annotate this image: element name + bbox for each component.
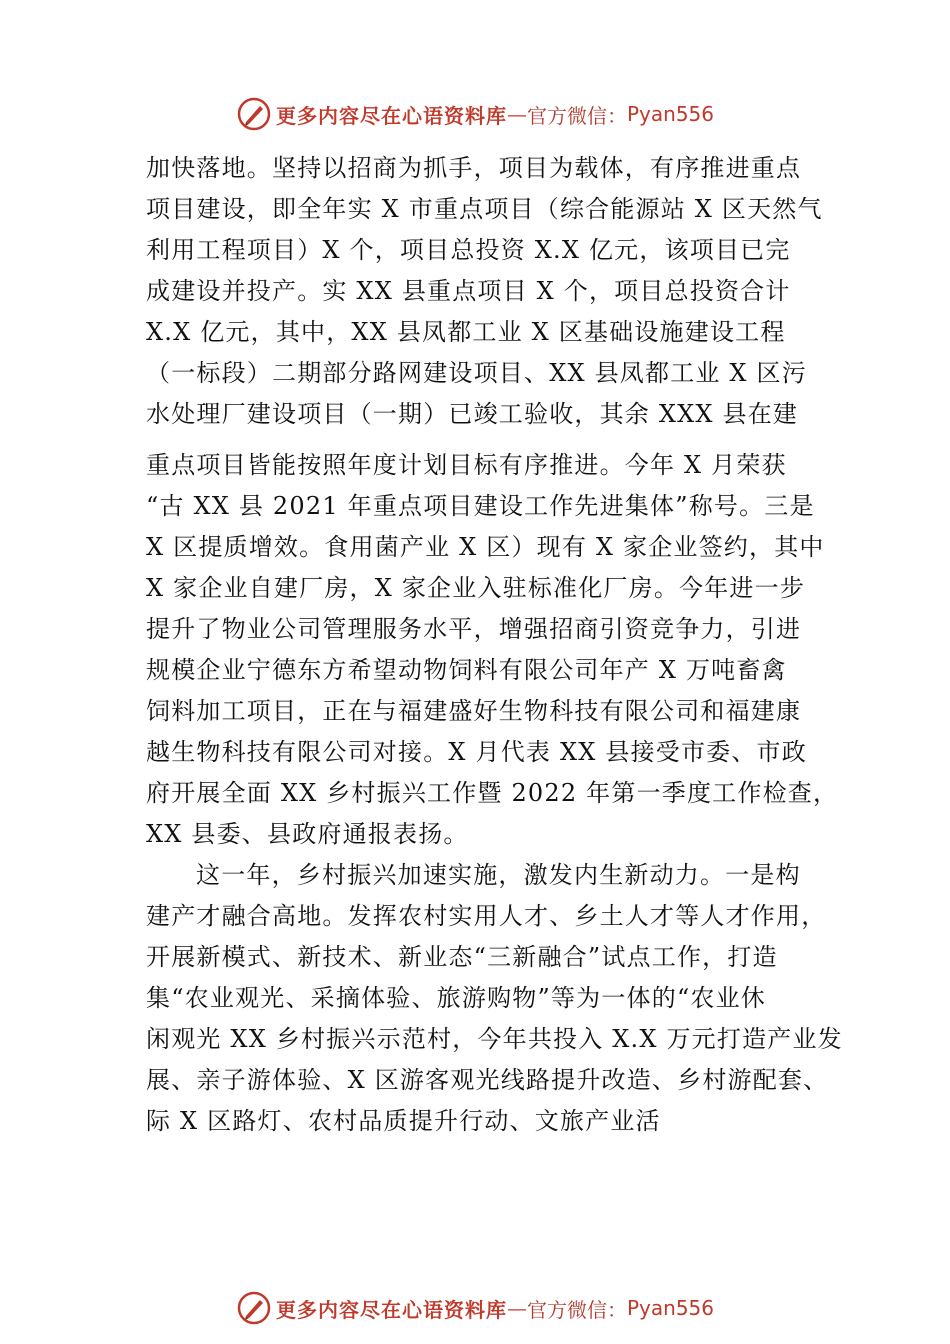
body-line: 越生物科技有限公司对接。X 月代表 XX 县接受市委、市政: [146, 738, 807, 766]
banner-handle: Pyan556: [626, 1296, 714, 1320]
banner-title: 更多内容尽在心语资料库: [275, 1297, 507, 1322]
body-line: 利用工程项目）X 个，项目总投资 X.X 亿元，该项目已完: [146, 236, 791, 264]
body-line: 规模企业宁德东方希望动物饲料有限公司年产 X 万吨畜禽: [146, 656, 787, 684]
pen-logo-icon: [236, 1290, 272, 1326]
body-line: 成建设并投产。实 XX 县重点项目 X 个，项目总投资合计: [146, 277, 791, 305]
banner-label: 官方微信：: [526, 1297, 627, 1322]
body-line: 闲观光 XX 乡村振兴示范村，今年共投入 X.X 万元打造产业发: [146, 1025, 843, 1053]
body-line: 加快落地。坚持以招商为抓手，项目为载体，有序推进重点: [146, 154, 802, 182]
banner-handle: Pyan556: [626, 102, 714, 126]
body-line: 开展新模式、新技术、新业态“三新融合”试点工作，打造: [146, 943, 778, 971]
banner-separator: —: [506, 102, 527, 126]
paragraph-start-line: 这一年，乡村振兴加速实施，激发内生新动力。一是构: [196, 861, 801, 889]
body-line: 集“农业观光、采摘体验、旅游购物”等为一体的“农业休: [146, 984, 767, 1012]
banner-separator: —: [506, 1296, 527, 1320]
body-line: X.X 亿元，其中，XX 县凤都工业 X 区基础设施建设工程: [146, 318, 786, 346]
body-line: 际 X 区路灯、农村品质提升行动、文旅产业活: [146, 1107, 661, 1135]
body-line: 建产才融合高地。发挥农村实用人才、乡土人才等人才作用，: [146, 902, 827, 930]
body-line: X 家企业自建厂房，X 家企业入驻标准化厂房。今年进一步: [146, 574, 806, 602]
banner-title: 更多内容尽在心语资料库: [275, 103, 507, 128]
body-line: 提升了物业公司管理服务水平，增强招商引资竞争力，引进: [146, 615, 802, 643]
body-line: （一标段）二期部分路网建设项目、XX 县凤都工业 X 区污: [146, 359, 807, 387]
body-line: 水处理厂建设项目（一期）已竣工验收，其余 XXX 县在建: [146, 400, 799, 428]
body-line: 重点项目皆能按照年度计划目标有序推进。今年 X 月荣获: [146, 451, 787, 479]
body-line: X 区提质增效。食用菌产业 X 区）现有 X 家企业签约，其中: [146, 533, 825, 561]
body-line: 项目建设，即全年实 X 市重点项目（综合能源站 X 区天然气: [146, 195, 823, 223]
footer-banner: [0, 1290, 950, 1326]
document-body: [146, 148, 843, 1142]
body-line: XX 县委、县政府通报表扬。: [146, 820, 469, 848]
banner-label: 官方微信：: [526, 103, 627, 128]
header-banner: [0, 96, 950, 132]
body-line: “古 XX 县 2021 年重点项目建设工作先进集体”称号。三是: [146, 492, 815, 520]
body-line: 饲料加工项目，正在与福建盛好生物科技有限公司和福建康: [146, 697, 802, 725]
pen-logo-icon: [236, 96, 272, 132]
body-line: 府开展全面 XX 乡村振兴工作暨 2022 年第一季度工作检查，: [146, 779, 839, 807]
body-line: 展、亲子游体验、X 区游客观光线路提升改造、乡村游配套、: [146, 1066, 829, 1094]
